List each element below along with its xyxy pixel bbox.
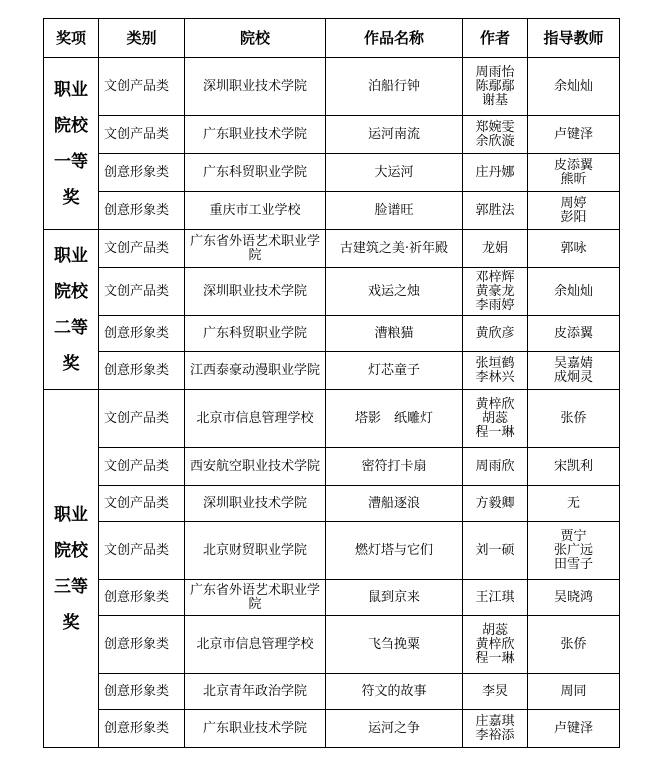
category-cell: 创意形象类 — [99, 674, 185, 710]
work-title-cell: 鼠到京来 — [326, 580, 463, 616]
author-cell: 周雨怡 陈鄢鄢 谢基 — [463, 58, 528, 116]
award-level-cell — [44, 390, 99, 748]
work-title-cell: 密符打卡扇 — [326, 448, 463, 486]
table-row — [44, 674, 620, 710]
author-cell: 郭胜法 — [463, 192, 528, 230]
author-cell: 刘一硕 — [463, 522, 528, 580]
header-award: 奖项 — [44, 19, 99, 58]
teacher-cell: 张侨 — [528, 390, 620, 448]
category-cell: 文创产品类 — [99, 268, 185, 316]
work-title-cell: 大运河 — [326, 154, 463, 192]
author-cell: 王江琪 — [463, 580, 528, 616]
table-row — [44, 58, 620, 116]
author-cell: 龙娟 — [463, 230, 528, 268]
teacher-cell: 宋凯利 — [528, 448, 620, 486]
header-work: 作品名称 — [326, 19, 463, 58]
work-title-cell: 飞刍挽粟 — [326, 616, 463, 674]
table-row — [44, 268, 620, 316]
teacher-cell: 余灿灿 — [528, 268, 620, 316]
teacher-cell: 周同 — [528, 674, 620, 710]
header-author: 作者 — [463, 19, 528, 58]
category-cell: 文创产品类 — [99, 448, 185, 486]
table-row — [44, 352, 620, 390]
teacher-cell: 皮添翼 熊昕 — [528, 154, 620, 192]
table-row — [44, 116, 620, 154]
teacher-cell: 贾宁 张广远 田雪子 — [528, 522, 620, 580]
category-cell: 创意形象类 — [99, 316, 185, 352]
school-cell: 广东省外语艺术职业学院 — [185, 580, 326, 616]
award-level-label: 职业院校二等奖 — [54, 245, 88, 374]
work-title-cell: 运河之争 — [326, 710, 463, 748]
author-cell: 邓梓辉 黄豪龙 李雨婷 — [463, 268, 528, 316]
school-cell: 广东职业技术学院 — [185, 710, 326, 748]
school-cell: 广东省外语艺术职业学院 — [185, 230, 326, 268]
teacher-cell: 张侨 — [528, 616, 620, 674]
school-cell: 北京财贸职业学院 — [185, 522, 326, 580]
school-cell: 广东科贸职业学院 — [185, 316, 326, 352]
author-cell: 张垣鹤 李林兴 — [463, 352, 528, 390]
award-level-label: 职业院校一等奖 — [54, 79, 88, 208]
teacher-cell: 吴晓鸿 — [528, 580, 620, 616]
work-title-cell: 灯芯童子 — [326, 352, 463, 390]
category-cell: 文创产品类 — [99, 522, 185, 580]
school-cell: 北京市信息管理学校 — [185, 616, 326, 674]
teacher-cell: 余灿灿 — [528, 58, 620, 116]
header-school: 院校 — [185, 19, 326, 58]
author-cell: 黄梓欣 胡蕊 程一琳 — [463, 390, 528, 448]
category-cell: 文创产品类 — [99, 230, 185, 268]
table-body — [44, 58, 620, 748]
teacher-cell: 无 — [528, 486, 620, 522]
work-title-cell: 泊船行钟 — [326, 58, 463, 116]
work-title-cell: 符文的故事 — [326, 674, 463, 710]
school-cell: 深圳职业技术学院 — [185, 58, 326, 116]
author-cell: 庄嘉琪 李裕添 — [463, 710, 528, 748]
work-title-cell: 漕船逐浪 — [326, 486, 463, 522]
table-row — [44, 316, 620, 352]
header-row — [44, 19, 620, 58]
school-cell: 江西泰豪动漫职业学院 — [185, 352, 326, 390]
school-cell: 深圳职业技术学院 — [185, 486, 326, 522]
category-cell: 创意形象类 — [99, 616, 185, 674]
author-cell: 黄欣彦 — [463, 316, 528, 352]
author-cell: 郑婉雯 余欣漩 — [463, 116, 528, 154]
category-cell: 文创产品类 — [99, 58, 185, 116]
school-cell: 西安航空职业技术学院 — [185, 448, 326, 486]
award-level-cell — [44, 58, 99, 230]
work-title-cell: 漕粮猫 — [326, 316, 463, 352]
work-title-cell: 脸谱旺 — [326, 192, 463, 230]
teacher-cell: 郭咏 — [528, 230, 620, 268]
table-row — [44, 154, 620, 192]
table-row — [44, 580, 620, 616]
category-cell: 文创产品类 — [99, 116, 185, 154]
school-cell: 广东科贸职业学院 — [185, 154, 326, 192]
teacher-cell: 周婷 彭阳 — [528, 192, 620, 230]
school-cell: 广东职业技术学院 — [185, 116, 326, 154]
work-title-cell: 燃灯塔与它们 — [326, 522, 463, 580]
category-cell: 创意形象类 — [99, 710, 185, 748]
author-cell: 庄丹娜 — [463, 154, 528, 192]
author-cell: 胡蕊 黄梓欣 程一琳 — [463, 616, 528, 674]
author-cell: 李炅 — [463, 674, 528, 710]
author-cell: 周雨欣 — [463, 448, 528, 486]
school-cell: 深圳职业技术学院 — [185, 268, 326, 316]
header-teacher: 指导教师 — [528, 19, 620, 58]
work-title-cell: 塔影 纸雕灯 — [326, 390, 463, 448]
school-cell: 重庆市工业学校 — [185, 192, 326, 230]
table-row — [44, 522, 620, 580]
award-level-cell — [44, 230, 99, 390]
table-row — [44, 710, 620, 748]
table-row — [44, 486, 620, 522]
teacher-cell: 卢键泽 — [528, 116, 620, 154]
work-title-cell: 运河南流 — [326, 116, 463, 154]
table-row — [44, 230, 620, 268]
work-title-cell: 戏运之烛 — [326, 268, 463, 316]
award-level-label: 职业院校三等奖 — [54, 504, 88, 633]
category-cell: 创意形象类 — [99, 352, 185, 390]
category-cell: 文创产品类 — [99, 486, 185, 522]
category-cell: 创意形象类 — [99, 580, 185, 616]
table-row — [44, 448, 620, 486]
table-row — [44, 390, 620, 448]
header-category: 类别 — [99, 19, 185, 58]
category-cell: 文创产品类 — [99, 390, 185, 448]
table-row — [44, 616, 620, 674]
teacher-cell: 皮添翼 — [528, 316, 620, 352]
table-row — [44, 192, 620, 230]
school-cell: 北京青年政治学院 — [185, 674, 326, 710]
category-cell: 创意形象类 — [99, 192, 185, 230]
author-cell: 方毅卿 — [463, 486, 528, 522]
teacher-cell: 卢键泽 — [528, 710, 620, 748]
school-cell: 北京市信息管理学校 — [185, 390, 326, 448]
category-cell: 创意形象类 — [99, 154, 185, 192]
work-title-cell: 古建筑之美·祈年殿 — [326, 230, 463, 268]
awards-table — [43, 18, 620, 748]
teacher-cell: 吴嘉婧 成炯灵 — [528, 352, 620, 390]
